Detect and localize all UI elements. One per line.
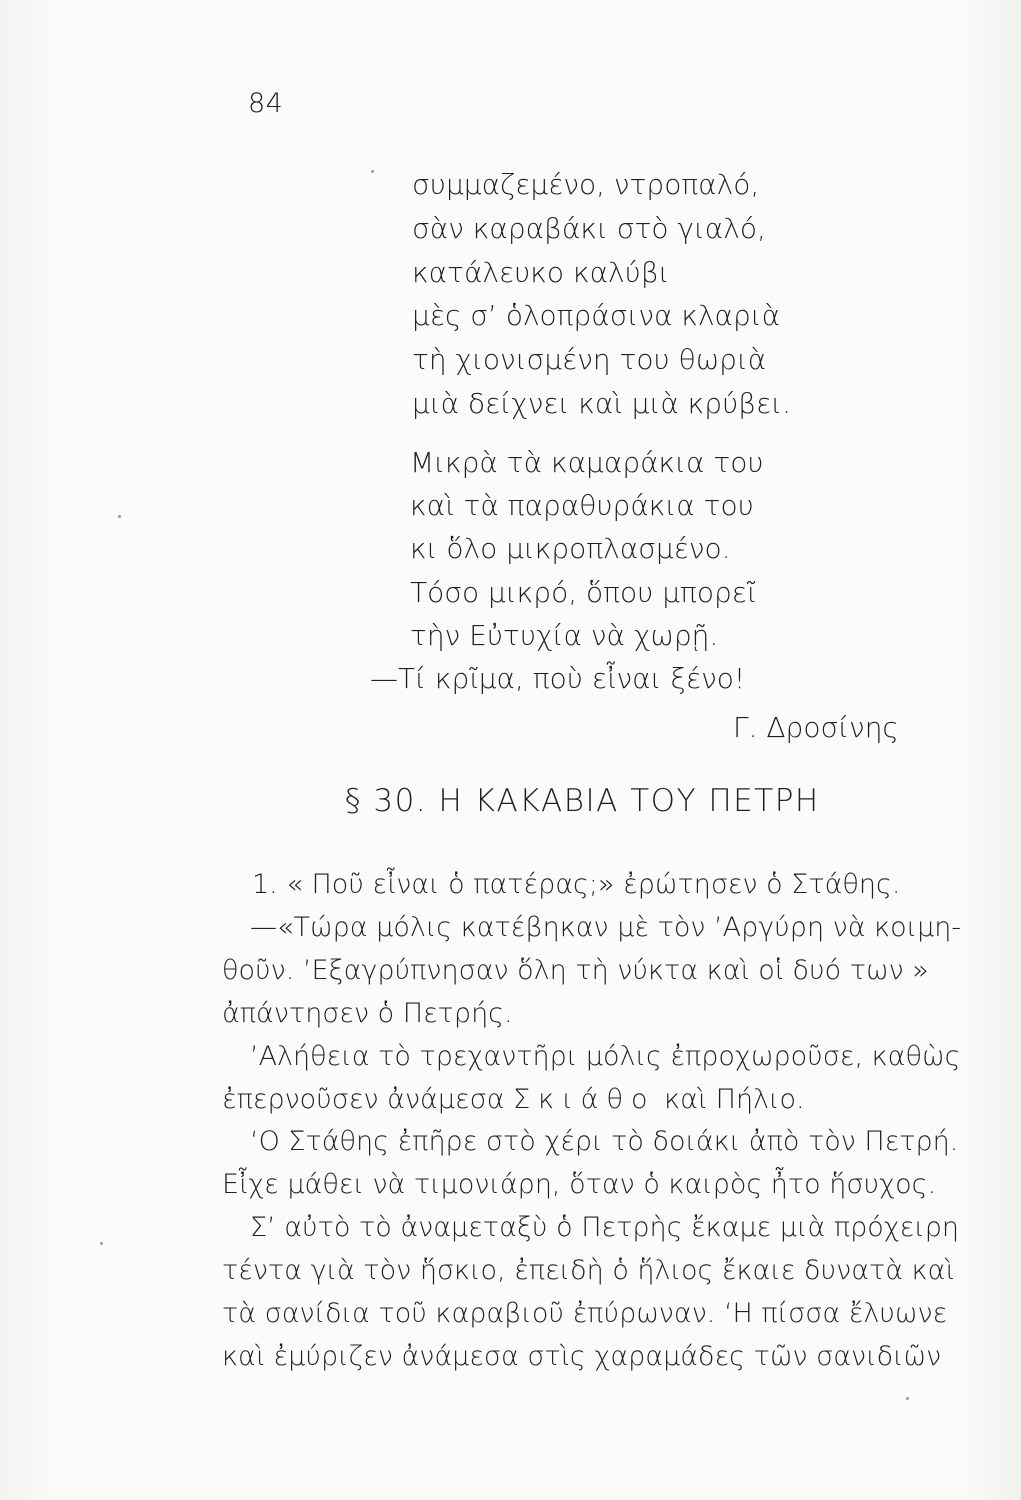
prose-segment: καὶ Πήλιο. bbox=[655, 1083, 805, 1115]
prose-line: Εἶχε μάθει νὰ τιμονιάρη, ὅταν ὁ καιρὸς ἦτο ἥσυχος. bbox=[222, 1169, 937, 1201]
prose-line bbox=[222, 1079, 1012, 1122]
prose-segment: ἐπερνοῦσεν ἀνάμεσα bbox=[222, 1083, 514, 1115]
page-number: 84 bbox=[248, 88, 284, 119]
paper-speck bbox=[371, 170, 374, 173]
poem-line: —Τί κρῖμα, ποὺ εἶναι ξένο! bbox=[370, 662, 746, 696]
poem-stanza-2 bbox=[370, 441, 830, 700]
paper-speck bbox=[906, 1397, 909, 1400]
prose-body bbox=[222, 864, 1012, 1379]
prose-line: θοῦν. ’Εξαγρύπνησαν ὅλη τὴ νύκτα καὶ οἱ δυό των » bbox=[222, 954, 929, 986]
prose-line: τέντα γιὰ τὸν ἥσκιο, ἐπειδὴ ὁ ἥλιος ἔκαιε δυνατὰ καὶ bbox=[222, 1255, 955, 1287]
poem-author: Γ. Δροσίνης bbox=[733, 711, 899, 744]
section-heading: § 30. Η ΚΑΚΑΒΙΑ ΤΟΥ ΠΕΤΡΗ bbox=[345, 783, 820, 819]
poem-stanza-1 bbox=[412, 163, 832, 426]
poem-line: μιὰ δείχνει καὶ μιὰ κρύβει. bbox=[412, 386, 792, 420]
poem-line: σὰν καραβάκι στὸ γιαλό, bbox=[412, 211, 766, 245]
poem-line: Τόσο μικρό, ὅπου μπορεῖ bbox=[410, 575, 757, 609]
prose-line: καὶ ἐμύριζεν ἀνάμεσα στὶς χαραμάδες τῶν σανιδιῶν bbox=[222, 1340, 942, 1372]
poem-line: Μικρὰ τὰ καμαράκια του bbox=[410, 446, 764, 479]
prose-line: ‘Ο Στάθης ἐπῆρε στὸ χέρι τὸ δοιάκι ἀπὸ τὸν Πετρή. bbox=[250, 1126, 959, 1158]
paper-speck bbox=[100, 1242, 103, 1245]
poem-line: μὲς σ’ ὁλοπράσινα κλαριὰ bbox=[412, 299, 781, 333]
prose-line: —«Τώρα μόλις κατέβηκαν μὲ τὸν ’Αργύρη νὰ κοιμη- bbox=[250, 911, 962, 943]
prose-line: τὰ σανίδια τοῦ καραβιοῦ ἐπύρωναν. ‘Η πίσσα ἔλυωνε bbox=[222, 1298, 948, 1330]
poem-line: τὴ χιονισμένη του θωριὰ bbox=[412, 343, 767, 377]
place-name-spaced: Σκιάθο bbox=[513, 1083, 656, 1115]
poem-line: κατάλευκο καλύβι bbox=[412, 255, 670, 289]
poem-line: κι ὅλο μικροπλασμένο. bbox=[410, 532, 731, 566]
prose-line: 1. « Ποῦ εἶναι ὁ πατέρας;» ἐρώτησεν ὁ Στάθης. bbox=[252, 869, 901, 900]
prose-line: ἀπάντησεν ὁ Πετρής. bbox=[222, 997, 513, 1029]
paper-speck bbox=[118, 515, 121, 518]
poem-line: συμμαζεμένο, ντροπαλό, bbox=[412, 168, 760, 201]
prose-line: Σ’ αὐτὸ τὸ ἀναμεταξὺ ὁ Πετρὴς ἔκαμε μιὰ πρόχειρη bbox=[250, 1212, 960, 1244]
poem-line: καὶ τὰ παραθυράκια του bbox=[410, 489, 754, 523]
prose-line: ’Αλήθεια τὸ τρεχαντῆρι μόλις ἐπροχωροῦσε, καθὼς bbox=[250, 1040, 961, 1072]
poem-line: τὴν Εὐτυχία νὰ χωρῇ. bbox=[410, 618, 719, 652]
